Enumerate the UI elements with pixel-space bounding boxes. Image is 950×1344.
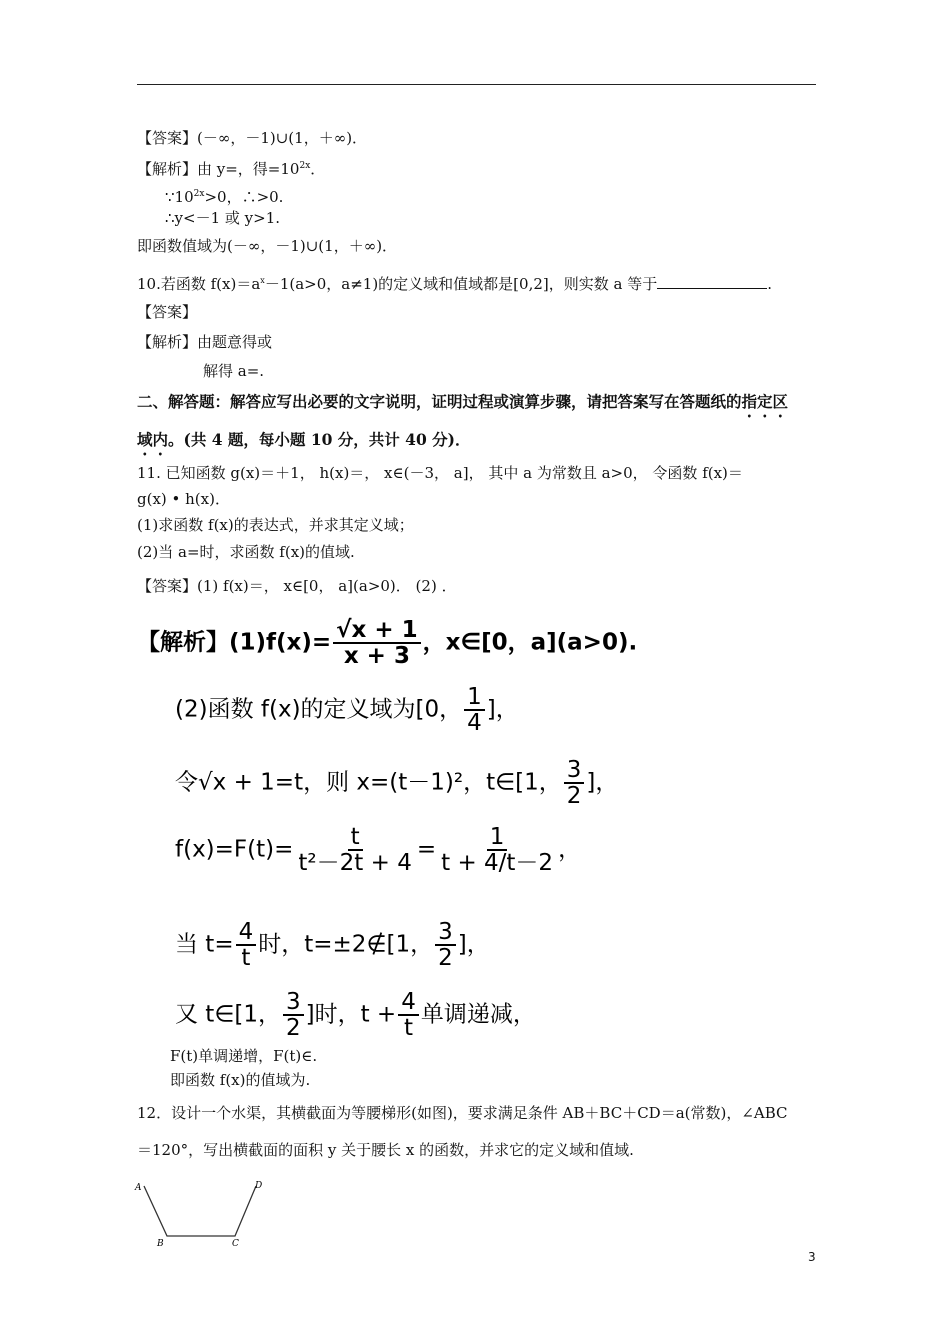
label-a: A [135, 1183, 142, 1193]
trapezoid-outline [144, 1186, 256, 1236]
answer-11: 【答案】(1) f(x)＝， x∈[0， a](a>0)． (2) ． [137, 577, 457, 595]
analysis-11-line6: 又 t∈[1， $\frac{3}{2}$ ]时，t + $\frac{4}{t}$ 单调递减， [175, 989, 536, 1042]
page-number: 3 [808, 1250, 816, 1264]
label-c: C [232, 1239, 239, 1248]
question-12-line2: ＝120°，写出横截面的面积 y 关于腰长 x 的函数，并求它的定义域和值域. [137, 1141, 634, 1159]
analysis-9-step1: $\because 10^{2x}>0$，∴>0. [165, 188, 284, 206]
answer-10: 【答案】 [137, 303, 198, 321]
label-b: B [157, 1239, 164, 1248]
analysis-11-line1: 【解析】(1)f(x)= $\frac{√x + 1}{x + 3}$ ，x∈[0，a](a>0). [137, 617, 638, 670]
question-12-line1: 12．设计一个水渠，其横截面为等腰梯形(如图)，要求满足条件 AB＋BC＋CD＝a(常数)，∠ABC [137, 1104, 788, 1122]
trapezoid-figure [130, 1176, 270, 1248]
question-11-part2: (2)当 a=时，求函数 f(x)的值域. [137, 543, 355, 561]
section-2-heading-line2: 域内。(共 4 题，每小题 10 分，共计 40 分)． [137, 430, 471, 449]
analysis-11-line4: f(x)=F(t)= $\frac{t}{\text{t²－2t + 4}}$ = $\frac{1}{t + 4/t-2}$ ， [175, 824, 582, 877]
analysis-11-line7: F(t)单调递增，F(t)∈. [170, 1047, 318, 1065]
analysis-9-intro: 【解析】由 y=，得$=10^{2x}$． [137, 160, 326, 178]
section-2-heading-line1: 二、解答题：解答应写出必要的文字说明，证明过程或演算步骤，请把答案写在答题纸的指定区 [137, 392, 789, 411]
answer-9: 【答案】(－∞，－1)∪(1，＋∞)． [137, 129, 368, 147]
analysis-9-conclusion: 即函数值域为(－∞，－1)∪(1，＋∞)． [137, 237, 398, 255]
analysis-10-result: 解得 a=. [203, 362, 265, 380]
analysis-11-line5: 当 t= $\frac{4}{t}$ 时，t=±2∉[1， $\frac{3}{2}$ ]， [175, 919, 490, 972]
question-11-part1: (1)求函数 f(x)的表达式，并求其定义域； [137, 516, 414, 534]
header-rule [137, 84, 816, 85]
label-d: D [255, 1181, 263, 1191]
analysis-10: 【解析】由题意得或 [137, 333, 273, 351]
analysis-11-line2: (2)函数 f(x)的定义域为[0， $\frac{1}{4}$ ]， [175, 684, 519, 737]
question-11-line2: g(x) • h(x)． [137, 490, 230, 508]
question-11-line1: 11. 已知函数 g(x)＝＋1， h(x)＝， x∈(－3， a]， 其中 a 为常数且 a>0， 令函数 f(x)＝ [137, 464, 743, 482]
analysis-11-line8: 即函数 f(x)的值域为. [170, 1071, 311, 1089]
answer-blank [657, 274, 767, 289]
analysis-9-step2: ∴y<－1 或 y>1. [165, 209, 281, 227]
question-10: 10.若函数 $f(x)=a^x-1(a>0$，a≠1)的定义域和值域都是[0,2]，则实数 a 等于 . [137, 275, 772, 293]
analysis-11-line3: 令√x + 1=t，则 x=(t－1)²，t∈[1， $\frac{3}{2}$ ]， [175, 757, 619, 810]
